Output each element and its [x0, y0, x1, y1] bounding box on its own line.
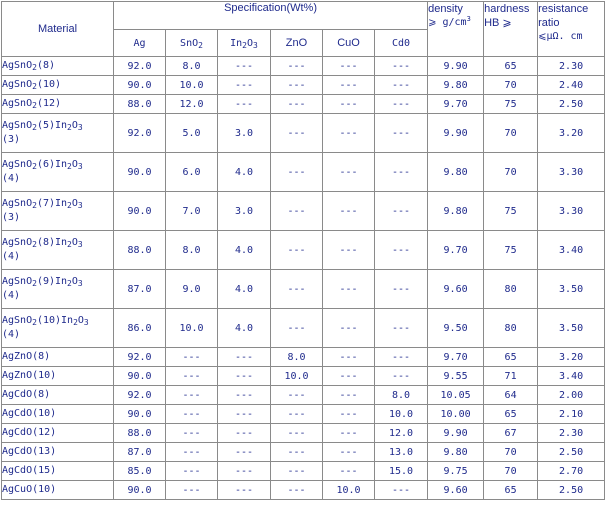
value-cell: 2.50	[538, 443, 605, 462]
material-cell	[2, 76, 114, 95]
value-cell: ---	[375, 231, 428, 270]
value-cell: 15.0	[375, 462, 428, 481]
value-cell: 3.50	[538, 270, 605, 309]
value-cell: ---	[271, 386, 323, 405]
value-cell: ---	[271, 405, 323, 424]
header-material: Material	[2, 2, 114, 57]
value-cell: ---	[323, 192, 375, 231]
value-cell: 9.75	[428, 462, 484, 481]
value-cell: ---	[375, 309, 428, 348]
value-cell: 2.50	[538, 481, 605, 500]
value-cell: ---	[271, 270, 323, 309]
value-cell: ---	[323, 95, 375, 114]
value-cell: ---	[375, 153, 428, 192]
value-cell: ---	[375, 481, 428, 500]
value-cell: ---	[271, 76, 323, 95]
value-cell: ---	[271, 192, 323, 231]
value-cell: 6.0	[166, 153, 218, 192]
material-name: (3)	[2, 134, 21, 145]
value-cell: ---	[323, 405, 375, 424]
value-cell: 4.0	[218, 153, 271, 192]
material-name: (4)	[2, 290, 21, 301]
value-cell: 9.60	[428, 481, 484, 500]
material-cell	[2, 348, 114, 367]
value-cell: 71	[484, 367, 538, 386]
material-cell	[2, 114, 114, 153]
value-cell: ---	[166, 386, 218, 405]
value-cell: 8.0	[166, 57, 218, 76]
value-cell: 70	[484, 114, 538, 153]
header-cdo: Cd0	[375, 30, 428, 57]
header-sno2: SnO$_2$	[166, 30, 218, 57]
value-cell: 65	[484, 405, 538, 424]
value-cell: 12.0	[166, 95, 218, 114]
header-cuo: CuO	[323, 30, 375, 57]
value-cell: 3.20	[538, 348, 605, 367]
header-resistance-unit: ⩽μΩ. cm	[538, 31, 583, 42]
value-cell: ---	[218, 386, 271, 405]
header-specification: Specification(Wt%)	[114, 2, 428, 30]
material-name: AgCdO(13)	[2, 446, 57, 457]
material-cell	[2, 481, 114, 500]
value-cell: 9.90	[428, 424, 484, 443]
value-cell: 2.00	[538, 386, 605, 405]
table-row	[2, 270, 605, 309]
table-row	[2, 443, 605, 462]
header-resistance-label: resistance	[538, 3, 589, 15]
value-cell: 9.80	[428, 76, 484, 95]
material-name: $AgSnO_2(7)In_2O_3$	[2, 198, 83, 210]
table-row	[2, 95, 605, 114]
value-cell: ---	[271, 57, 323, 76]
value-cell: 90.0	[114, 367, 166, 386]
header-resistance-label2: ratio	[538, 17, 560, 29]
header-density-label: density	[428, 3, 463, 15]
value-cell: ---	[271, 443, 323, 462]
value-cell: 9.70	[428, 348, 484, 367]
value-cell: ---	[323, 114, 375, 153]
header-ag: Ag	[114, 30, 166, 57]
value-cell: 64	[484, 386, 538, 405]
value-cell: ---	[166, 443, 218, 462]
material-name: AgSnO$_2$(10)	[2, 79, 62, 91]
table-row	[2, 309, 605, 348]
value-cell: 10.0	[323, 481, 375, 500]
value-cell: 3.30	[538, 192, 605, 231]
value-cell: ---	[323, 153, 375, 192]
value-cell: 9.80	[428, 443, 484, 462]
material-name: AgSnO$_2$(12)	[2, 98, 62, 110]
value-cell: 90.0	[114, 481, 166, 500]
value-cell: 85.0	[114, 462, 166, 481]
value-cell: ---	[323, 424, 375, 443]
material-name: AgCuO(10)	[2, 484, 57, 495]
value-cell: 9.60	[428, 270, 484, 309]
table-row	[2, 386, 605, 405]
table-row	[2, 192, 605, 231]
value-cell: 3.50	[538, 309, 605, 348]
value-cell: 4.0	[218, 231, 271, 270]
value-cell: 8.0	[166, 231, 218, 270]
material-name: (3)	[2, 212, 21, 223]
value-cell: 65	[484, 481, 538, 500]
value-cell: ---	[323, 443, 375, 462]
value-cell: 10.0	[166, 309, 218, 348]
header-zno: ZnO	[271, 30, 323, 57]
material-name: AgZnO(10)	[2, 370, 57, 381]
value-cell: 70	[484, 443, 538, 462]
header-row-top	[2, 2, 605, 30]
value-cell: 10.0	[166, 76, 218, 95]
value-cell: ---	[218, 76, 271, 95]
value-cell: 80	[484, 309, 538, 348]
value-cell: 65	[484, 348, 538, 367]
table-row	[2, 405, 605, 424]
material-name: $AgSnO_2(10)In_2O_3$	[2, 315, 89, 327]
value-cell: 86.0	[114, 309, 166, 348]
value-cell: ---	[218, 348, 271, 367]
value-cell: 4.0	[218, 309, 271, 348]
value-cell: 9.90	[428, 57, 484, 76]
value-cell: 9.80	[428, 192, 484, 231]
value-cell: 10.05	[428, 386, 484, 405]
value-cell: 3.30	[538, 153, 605, 192]
value-cell: ---	[218, 95, 271, 114]
material-cell	[2, 153, 114, 192]
value-cell: ---	[166, 405, 218, 424]
material-cell	[2, 270, 114, 309]
header-density	[428, 2, 484, 57]
material-name: (4)	[2, 251, 21, 262]
value-cell: 7.0	[166, 192, 218, 231]
header-hardness-unit: HB ⩾	[484, 17, 512, 29]
value-cell: ---	[323, 309, 375, 348]
value-cell: 92.0	[114, 348, 166, 367]
material-name: (4)	[2, 329, 21, 340]
value-cell: 88.0	[114, 231, 166, 270]
value-cell: 65	[484, 57, 538, 76]
header-density-unit: ⩾ $g/cm^3$	[428, 15, 471, 28]
value-cell: 88.0	[114, 95, 166, 114]
table-row	[2, 153, 605, 192]
value-cell: ---	[271, 231, 323, 270]
value-cell: 70	[484, 462, 538, 481]
material-name: AgSnO$_2$(8)	[2, 60, 55, 72]
value-cell: 9.70	[428, 95, 484, 114]
value-cell: ---	[271, 424, 323, 443]
value-cell: ---	[375, 76, 428, 95]
value-cell: 10.0	[375, 405, 428, 424]
table-row	[2, 481, 605, 500]
value-cell: ---	[323, 57, 375, 76]
value-cell: 9.55	[428, 367, 484, 386]
value-cell: ---	[375, 57, 428, 76]
value-cell: 9.50	[428, 309, 484, 348]
value-cell: ---	[271, 114, 323, 153]
value-cell: 8.0	[271, 348, 323, 367]
spec-table-container	[1, 1, 605, 500]
value-cell: 8.0	[375, 386, 428, 405]
header-hardness-label: hardness	[484, 3, 530, 15]
value-cell: 9.0	[166, 270, 218, 309]
value-cell: 12.0	[375, 424, 428, 443]
value-cell: ---	[323, 270, 375, 309]
value-cell: ---	[271, 309, 323, 348]
value-cell: 67	[484, 424, 538, 443]
value-cell: ---	[323, 76, 375, 95]
material-cell	[2, 367, 114, 386]
value-cell: 3.0	[218, 192, 271, 231]
table-body	[2, 57, 605, 500]
table-row	[2, 424, 605, 443]
material-name: $AgSnO_2(8)In_2O_3$	[2, 237, 83, 249]
value-cell: 87.0	[114, 270, 166, 309]
value-cell: 4.0	[218, 270, 271, 309]
table-row	[2, 348, 605, 367]
value-cell: 92.0	[114, 386, 166, 405]
value-cell: ---	[323, 367, 375, 386]
value-cell: 13.0	[375, 443, 428, 462]
value-cell: ---	[166, 462, 218, 481]
value-cell: 2.30	[538, 57, 605, 76]
value-cell: ---	[166, 424, 218, 443]
value-cell: ---	[218, 462, 271, 481]
value-cell: ---	[271, 153, 323, 192]
value-cell: ---	[271, 462, 323, 481]
header-hardness	[484, 2, 538, 57]
header-resistance	[538, 2, 605, 57]
table-row	[2, 57, 605, 76]
material-spec-table	[1, 1, 605, 500]
material-cell	[2, 405, 114, 424]
value-cell: ---	[218, 424, 271, 443]
value-cell: 9.70	[428, 231, 484, 270]
value-cell: 92.0	[114, 57, 166, 76]
material-cell	[2, 192, 114, 231]
header-in2o3: $In_2O_3$	[218, 30, 271, 57]
value-cell: 3.20	[538, 114, 605, 153]
value-cell: 2.30	[538, 424, 605, 443]
value-cell: ---	[323, 348, 375, 367]
material-name: $AgSnO_2(9)In_2O_3$	[2, 276, 83, 288]
value-cell: 90.0	[114, 192, 166, 231]
value-cell: 2.40	[538, 76, 605, 95]
value-cell: ---	[375, 114, 428, 153]
value-cell: 80	[484, 270, 538, 309]
value-cell: 9.80	[428, 153, 484, 192]
value-cell: ---	[375, 192, 428, 231]
material-name: AgZnO(8)	[2, 351, 51, 362]
material-name: AgCdO(8)	[2, 389, 51, 400]
value-cell: 92.0	[114, 114, 166, 153]
material-name: $AgSnO_2(6)In_2O_3$	[2, 159, 83, 171]
value-cell: 10.0	[271, 367, 323, 386]
material-name: (4)	[2, 173, 21, 184]
value-cell: ---	[375, 367, 428, 386]
value-cell: 75	[484, 192, 538, 231]
value-cell: 88.0	[114, 424, 166, 443]
material-cell	[2, 231, 114, 270]
value-cell: 2.50	[538, 95, 605, 114]
value-cell: 90.0	[114, 405, 166, 424]
material-cell	[2, 386, 114, 405]
value-cell: ---	[218, 367, 271, 386]
value-cell: ---	[271, 481, 323, 500]
value-cell: 9.90	[428, 114, 484, 153]
material-cell	[2, 309, 114, 348]
table-row	[2, 462, 605, 481]
value-cell: 2.70	[538, 462, 605, 481]
value-cell: ---	[218, 443, 271, 462]
table-row	[2, 367, 605, 386]
table-row	[2, 114, 605, 153]
material-cell	[2, 95, 114, 114]
material-name: $AgSnO_2(5)In_2O_3$	[2, 120, 83, 132]
material-cell	[2, 462, 114, 481]
value-cell: 90.0	[114, 76, 166, 95]
value-cell: 90.0	[114, 153, 166, 192]
value-cell: ---	[218, 405, 271, 424]
material-cell	[2, 443, 114, 462]
value-cell: 3.0	[218, 114, 271, 153]
value-cell: ---	[375, 348, 428, 367]
value-cell: ---	[375, 270, 428, 309]
value-cell: 3.40	[538, 231, 605, 270]
value-cell: ---	[323, 386, 375, 405]
value-cell: 75	[484, 231, 538, 270]
material-cell	[2, 424, 114, 443]
value-cell: ---	[323, 462, 375, 481]
material-name: AgCdO(10)	[2, 408, 57, 419]
value-cell: ---	[323, 231, 375, 270]
table-row	[2, 76, 605, 95]
value-cell: 3.40	[538, 367, 605, 386]
value-cell: 70	[484, 153, 538, 192]
value-cell: 75	[484, 95, 538, 114]
value-cell: 5.0	[166, 114, 218, 153]
material-name: AgCdO(15)	[2, 465, 57, 476]
value-cell: 70	[484, 76, 538, 95]
value-cell: 87.0	[114, 443, 166, 462]
value-cell: ---	[166, 348, 218, 367]
value-cell: ---	[166, 367, 218, 386]
material-name: AgCdO(12)	[2, 427, 57, 438]
value-cell: 2.10	[538, 405, 605, 424]
value-cell: ---	[271, 95, 323, 114]
value-cell: ---	[166, 481, 218, 500]
value-cell: 10.00	[428, 405, 484, 424]
table-row	[2, 231, 605, 270]
value-cell: ---	[218, 481, 271, 500]
value-cell: ---	[218, 57, 271, 76]
material-cell	[2, 57, 114, 76]
value-cell: ---	[375, 95, 428, 114]
